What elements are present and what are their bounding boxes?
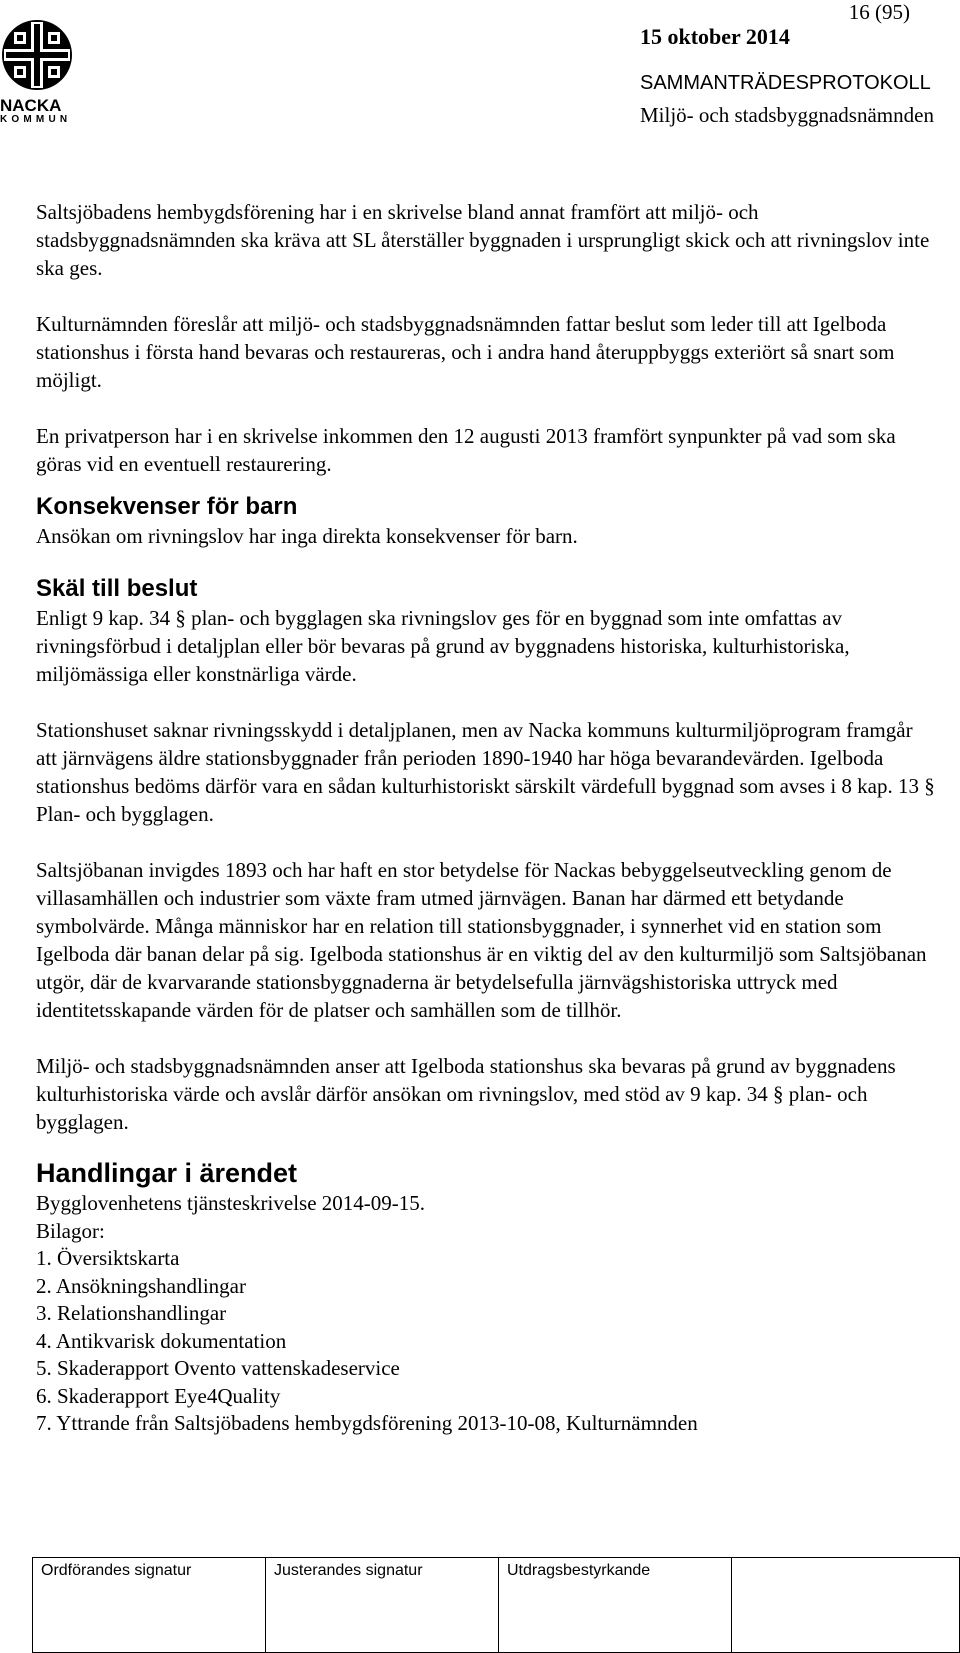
list-item: 1. Översiktskarta	[36, 1246, 180, 1270]
list-item: Bygglovenhetens tjänsteskrivelse 2014-09-15.	[36, 1191, 426, 1215]
committee-name: Miljö- och stadsbyggnadsnämnden	[640, 103, 934, 127]
list-item: 4. Antikvarisk dokumentation	[36, 1328, 287, 1353]
paragraph-privatperson: En privatperson har i en skrivelse inkommen den 12 augusti 2013 framfört synpunkter på vad som ska göras vid en eventuell restaurering.	[36, 424, 896, 476]
page-number: 16 (95)	[848, 0, 910, 24]
meeting-date: 15 oktober 2014	[640, 24, 790, 49]
paragraph-konsekvenser: Ansökan om rivningslov har inga direkta konsekvenser för barn.	[36, 524, 578, 548]
logo-name: NACKA	[0, 96, 62, 115]
list-item: Bilagor:	[36, 1218, 105, 1243]
list-item: 5. Skaderapport Ovento vattenskadeservice	[36, 1356, 400, 1380]
document-type: SAMMANTRÄDESPROTOKOLL	[640, 72, 931, 94]
paragraph-skal-4: Miljö- och stadsbyggnadsnämnden anser att Igelboda stationshus ska bevaras på grund av byggnadens kulturhistoriska värde och avslår därför ansökan om rivningslov, med stöd av 9 kap. 34 § plan- och bygglagen.	[36, 1054, 896, 1134]
signature-chair: Ordförandes signatur	[33, 1558, 266, 1653]
document-body	[36, 198, 936, 1438]
signature-certification: Utdragsbestyrkande	[499, 1558, 732, 1653]
list-item: 3. Relationshandlingar	[36, 1301, 227, 1325]
list-item: 7. Yttrande från Saltsjöbadens hembygdsförening 2013-10-08, Kulturnämnden	[36, 1411, 698, 1435]
heading-handlingar: Handlingar i ärendet	[36, 1158, 298, 1188]
paragraph-skal-3: Saltsjöbanan invigdes 1893 och har haft en stor betydelse för Nackas bebyggelseutveckling genom de villasamhällen och industrier som växte fram utmed järnvägen. Banan har därmed ett betydande symbolvärde. Många människor har en relation till stationsbyggnader, i synnerhet vid en station som Igelboda där banan delar på sig. Igelboda stationshus är en viktig del av den kulturmiljö som Saltsjöbanan utgör, där de kvarvarande stationsbyggnaderna är betydelsefulla järnvägshistoriska uttryck med identitetsskapande värden för de platser och samhällen som de tillhör.	[36, 858, 927, 1022]
paragraph-skal-2: Stationshuset saknar rivningsskydd i detaljplanen, men av Nacka kommuns kulturmiljöprogram framgår att järnvägens äldre stationsbyggnader från perioden 1890-1940 har höga bevarandevärden. Igelboda stationshus bedöms därför vara en sådan kulturhistoriskt särskilt värdefull byggnad som avses i 8 kap. 13 § Plan- och bygglagen.	[36, 718, 935, 826]
list-item: 2. Ansökningshandlingar	[36, 1273, 246, 1298]
signature-adjuster: Justerandes signatur	[266, 1558, 499, 1653]
paragraph-skal-1: Enligt 9 kap. 34 § plan- och bygglagen ska rivningslov ges för en byggnad som inte omfattas av rivningsförbud i detaljplan eller bör bevaras på grund av byggnadens historiska, kulturhistoriska, miljömässiga eller konstnärliga värde.	[36, 606, 850, 686]
paragraph-kulturnamnden: Kulturnämnden föreslår att miljö- och stadsbyggnadsnämnden fattar beslut som leder till att Igelboda stationshus i första hand bevaras och restaureras, och i andra hand återuppbyggs exteriört så snart som möjligt.	[36, 312, 895, 392]
list-item: 6. Skaderapport Eye4Quality	[36, 1383, 281, 1408]
nacka-emblem-icon	[0, 18, 74, 92]
paragraph-hembygdsforening: Saltsjöbadens hembygdsförening har i en skrivelse bland annat framfört att miljö- och stadsbyggnadsnämnden ska kräva att SL återställer byggnaden i ursprungligt skick och att rivningslov inte ska ges.	[36, 200, 930, 280]
logo-subtitle: KOMMUN	[0, 114, 72, 125]
signature-empty-cell	[732, 1558, 960, 1653]
handlingar-list	[36, 1190, 936, 1438]
signature-table	[32, 1557, 960, 1653]
heading-skal-till-beslut: Skäl till beslut	[36, 575, 198, 602]
heading-konsekvenser: Konsekvenser för barn	[36, 493, 298, 520]
